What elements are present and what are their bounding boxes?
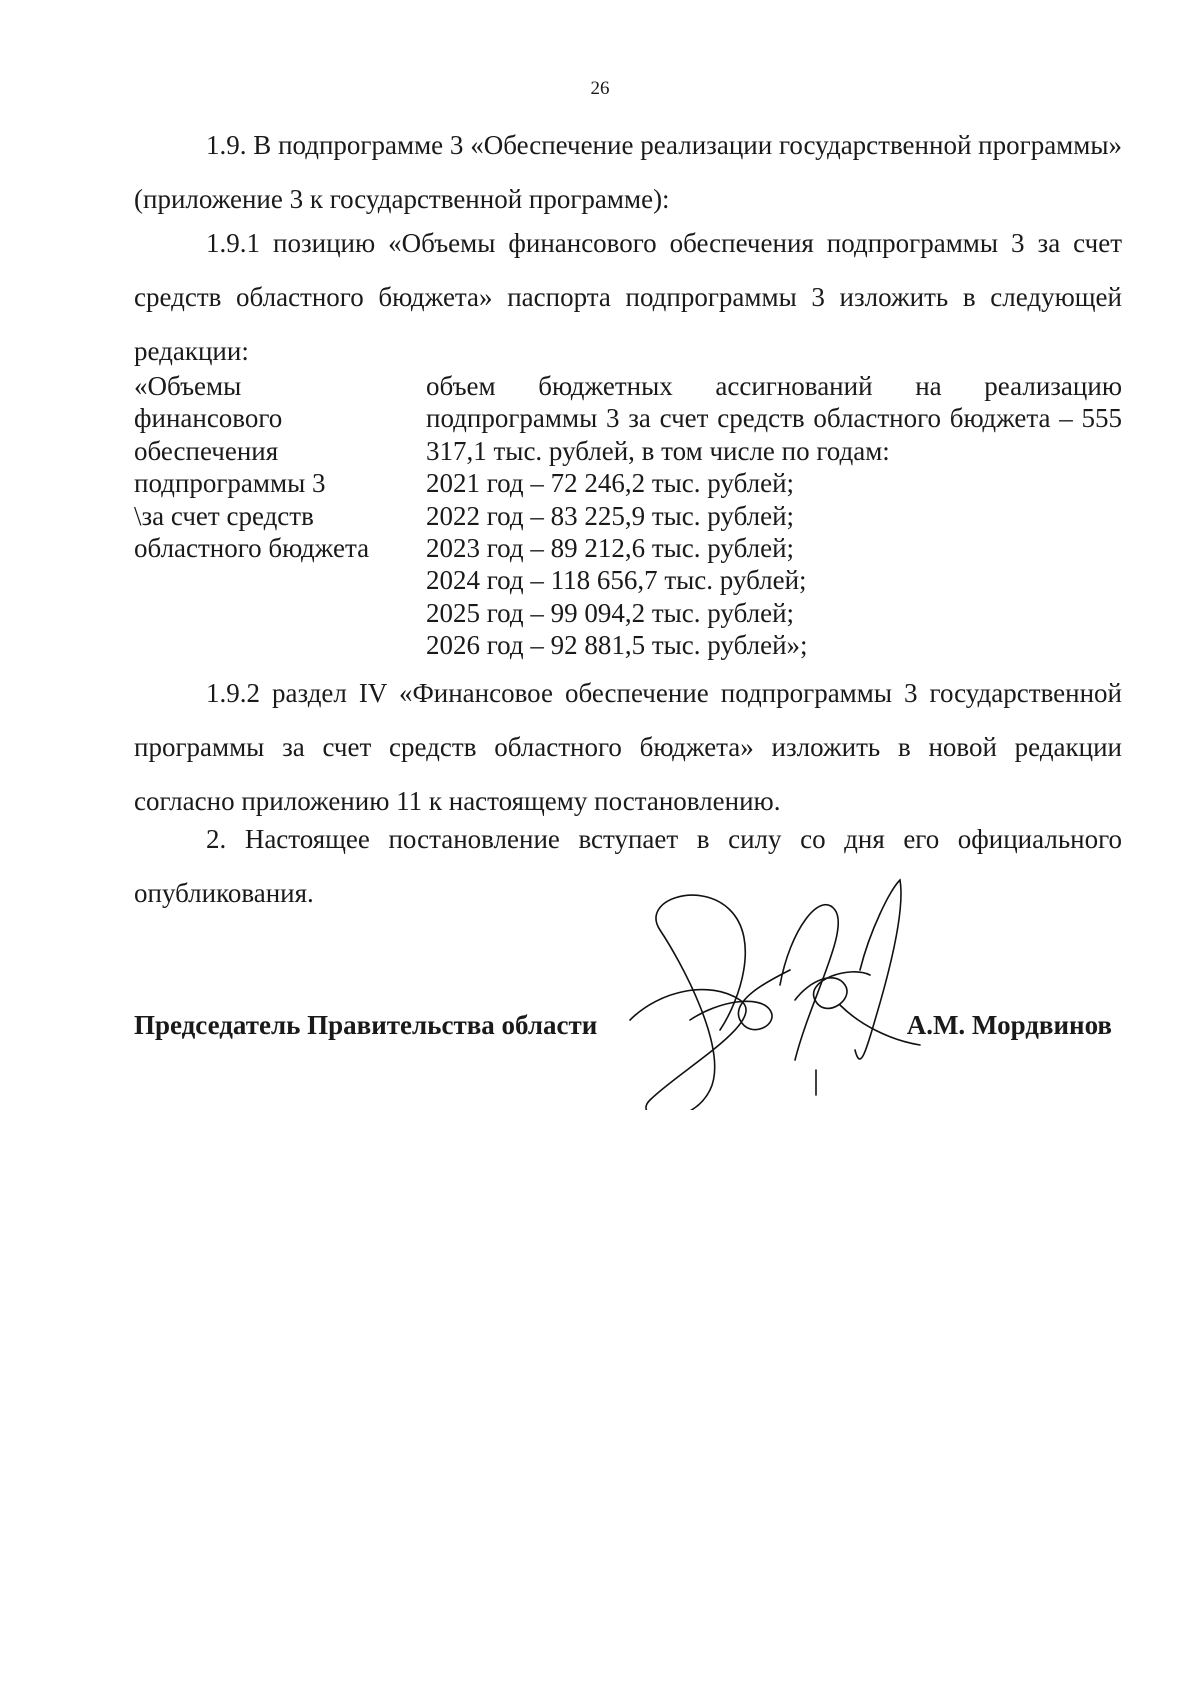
paragraph-1-9: 1.9. В подпрограмме 3 «Обеспечение реализации государственной программы» (приложение 3 к государственной программе): [134, 130, 1122, 214]
paragraph-2: 2. Настоящее постановление вступает в силу со дня его официального опубликования. [134, 824, 1122, 908]
paragraph-1-9-2: 1.9.2 раздел IV «Финансовое обеспечение подпрограммы 3 государственной программы за счет средств областного бюджета» изложить в новой редакции согласно приложению 11 к настоящему постановлению. [134, 678, 1122, 816]
passport-label: «Объемы финансового обеспечения подпрограммы 3 \за счет средств областного бюджета [134, 371, 370, 564]
year-line: 2023 год – 89 212,6 тыс. рублей; [426, 533, 795, 564]
paragraph-1-9-1: 1.9.1 позицию «Объемы финансового обеспечения подпрограммы 3 за счет средств областного бюджета» паспорта подпрограммы 3 изложить в следующей редакции: [134, 228, 1122, 366]
page-number: 26 [590, 78, 610, 99]
passport-value [426, 370, 1122, 662]
year-line: 2026 год – 92 881,5 тыс. рублей»; [426, 630, 808, 661]
year-line: 2025 год – 99 094,2 тыс. рублей; [426, 597, 795, 628]
year-line: 2021 год – 72 246,2 тыс. рублей; [426, 468, 795, 499]
year-line: 2024 год – 118 656,7 тыс. рублей; [426, 565, 807, 596]
passport-intro: объем бюджетных ассигнований на реализацию подпрограммы 3 за счет средств областного бюджета – 555 317,1 тыс. рублей, в том числе по годам: [426, 371, 1122, 466]
year-line: 2022 год – 83 225,9 тыс. рублей; [426, 500, 795, 531]
signatory-name: А.М. Мордвинов [906, 1010, 1112, 1040]
signatory-title: Председатель Правительства области [134, 1010, 598, 1040]
handwritten-signature [620, 870, 930, 1110]
